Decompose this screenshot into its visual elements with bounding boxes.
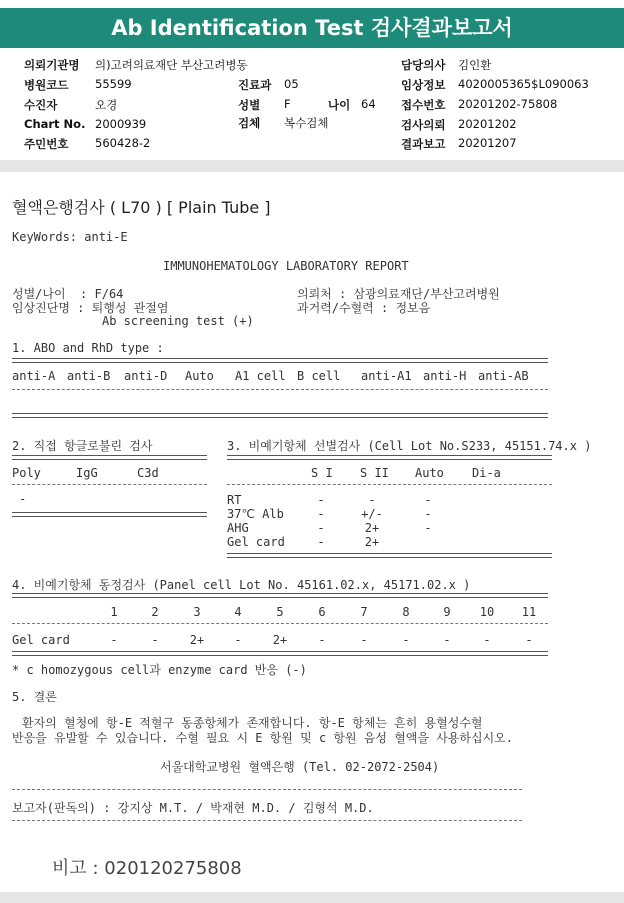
doctor-label: 담당의사 [401,58,446,72]
keywords: KeyWords: anti-E [12,230,128,244]
sex-value: F [284,97,291,111]
single-rule [12,389,548,390]
panel-cell: 2+ [189,633,205,647]
screen-col: S II [360,466,389,480]
hospcode-label: 병원코드 [24,78,69,92]
double-rule [12,593,548,598]
bottom-strip [0,892,624,903]
remark: 비고 : 020120275808 [52,858,242,879]
double-rule [12,413,548,418]
specimen-label: 검체 [238,116,261,130]
double-rule [12,512,207,517]
abo-title: 1. ABO and RhD type : [12,341,164,355]
screen-cell: - [317,535,325,549]
dat-col: C3d [137,466,159,480]
panel-cell: - [360,633,368,647]
acc-value: 20201202-75808 [458,97,558,111]
screen-phase: AHG [227,521,249,535]
single-rule [227,484,552,485]
section-title: 혈액은행검사 ( L70 ) [ Plain Tube ] [12,198,271,217]
screen-cell: - [317,493,325,507]
abo-col: anti-D [124,369,168,383]
screen-cell: 2+ [364,521,380,535]
panel-col: 7 [360,605,368,619]
abo-col: A1 cell [235,369,286,383]
screen-cell: - [368,493,376,507]
dat-col: IgG [76,466,98,480]
acc-label: 접수번호 [401,98,446,112]
age-label: 나이 [328,98,351,112]
panel-col: 4 [234,605,242,619]
dept-value: 05 [284,77,299,91]
abo-col: anti-A [12,369,56,383]
screen-cell: - [317,507,325,521]
rep-value: 20201207 [458,136,517,150]
chart-value: 2000939 [95,117,147,131]
screen-cell: - [424,521,432,535]
sex-label: 성별 [238,98,261,112]
abo-col: anti-A1 [361,369,412,383]
diagnosis: 임상진단명 : 퇴행성 관절염 [12,301,169,315]
screen-cell: +/- [361,507,383,521]
double-rule [12,651,548,656]
single-rule [12,623,548,624]
single-rule [12,820,522,821]
double-rule [12,358,548,363]
panel-col: 8 [402,605,410,619]
panel-col: 2 [151,605,159,619]
screen-col: Di-a [472,466,501,480]
recv-value: 오경 [95,98,118,112]
panel-col: 11 [521,605,537,619]
panel-cell: - [483,633,491,647]
rrn-value: 560428-2 [95,136,151,150]
panel-cell: - [443,633,451,647]
panel-cell: - [234,633,242,647]
panel-cell: 2+ [272,633,288,647]
recv-label: 수진자 [24,98,58,112]
clin-value: 4020005365$L090063 [458,77,589,91]
abo-col: Auto [185,369,214,383]
reporter: 보고자(판독의) : 강지상 M.T. / 박재현 M.D. / 김형석 M.D. [12,801,374,815]
panel-cell: - [151,633,159,647]
chart-label: Chart No. [24,117,86,131]
panel-cell: - [402,633,410,647]
panel-col: 9 [443,605,451,619]
conclusion-line: 환자의 혈청에 항-E 적혈구 동종항체가 존재합니다. 항-E 항체는 흔히 용혈성수혈 [22,716,483,730]
org-value: 의)고려의료재단 부산고려병동 [95,58,248,72]
panel-cell: - [525,633,533,647]
double-rule [12,455,207,460]
abo-col: anti-B [67,369,111,383]
sex-age: 성별/나이 : F/64 [12,287,124,301]
screen-phase: 37℃ Alb [227,507,284,521]
dat-value: - [19,492,27,506]
rep-label: 결과보고 [401,137,446,151]
screen-col: Auto [415,466,444,480]
history: 과거력/수혈력 : 정보음 [297,301,431,315]
report-header [0,0,624,60]
section-divider [0,160,624,172]
panel-col: 1 [110,605,118,619]
screen-cell: - [424,493,432,507]
abo-col: anti-H [423,369,467,383]
ab-screening: Ab screening test (+) [102,314,254,328]
panel-col: 6 [318,605,326,619]
dat-col: Poly [12,466,41,480]
dept-label: 진료과 [238,78,272,92]
dat-title: 2. 직접 항글로불린 검사 [12,439,153,453]
panel-note: * c homozygous cell과 enzyme card 반응 (-) [12,663,307,677]
panel-row-label: Gel card [12,633,70,647]
conclusion-title: 5. 결론 [12,690,57,704]
screen-col: S I [311,466,333,480]
req-label: 검사의뢰 [401,118,446,132]
org-label: 의뢰기관명 [24,58,80,72]
screen-cell: 2+ [364,535,380,549]
hospcode-value: 55599 [95,77,132,91]
page-title: Ab Identification Test 검사결과보고서 [111,16,513,40]
specimen-value: 복수검체 [284,116,329,130]
screen-title: 3. 비예기항체 선별검사 (Cell Lot No.S233, 45151.74.x ) [227,439,592,453]
screen-phase: Gel card [227,535,285,549]
screen-phase: RT [227,493,242,507]
requester: 의뢰처 : 삼광의료재단/부산고려병원 [297,287,500,301]
double-rule [227,455,552,460]
panel-cell: - [318,633,326,647]
screen-cell: - [424,507,432,521]
panel-col: 10 [479,605,495,619]
age-value: 64 [361,97,376,111]
clin-label: 임상정보 [401,78,446,92]
panel-col: 5 [276,605,284,619]
rrn-label: 주민번호 [24,137,69,151]
single-rule [12,789,522,790]
panel-title: 4. 비예기항체 동정검사 (Panel cell Lot No. 45161.02.x, 45171.02.x ) [12,578,471,592]
lab-title: IMMUNOHEMATOLOGY LABORATORY REPORT [163,259,409,273]
conclusion-line: 반응을 유발할 수 있습니다. 수혈 필요 시 E 항원 및 c 항원 음성 혈액을 사용하십시오. [12,731,513,745]
single-rule [12,484,207,485]
doctor-value: 김인환 [458,58,492,72]
blood-bank: 서울대학교병원 혈액은행 (Tel. 02-2072-2504) [160,760,440,774]
screen-cell: - [317,521,325,535]
panel-col: 3 [193,605,201,619]
double-rule [227,553,552,558]
panel-cell: - [110,633,118,647]
abo-col: B cell [297,369,341,383]
req-value: 20201202 [458,117,517,131]
abo-col: anti-AB [478,369,529,383]
